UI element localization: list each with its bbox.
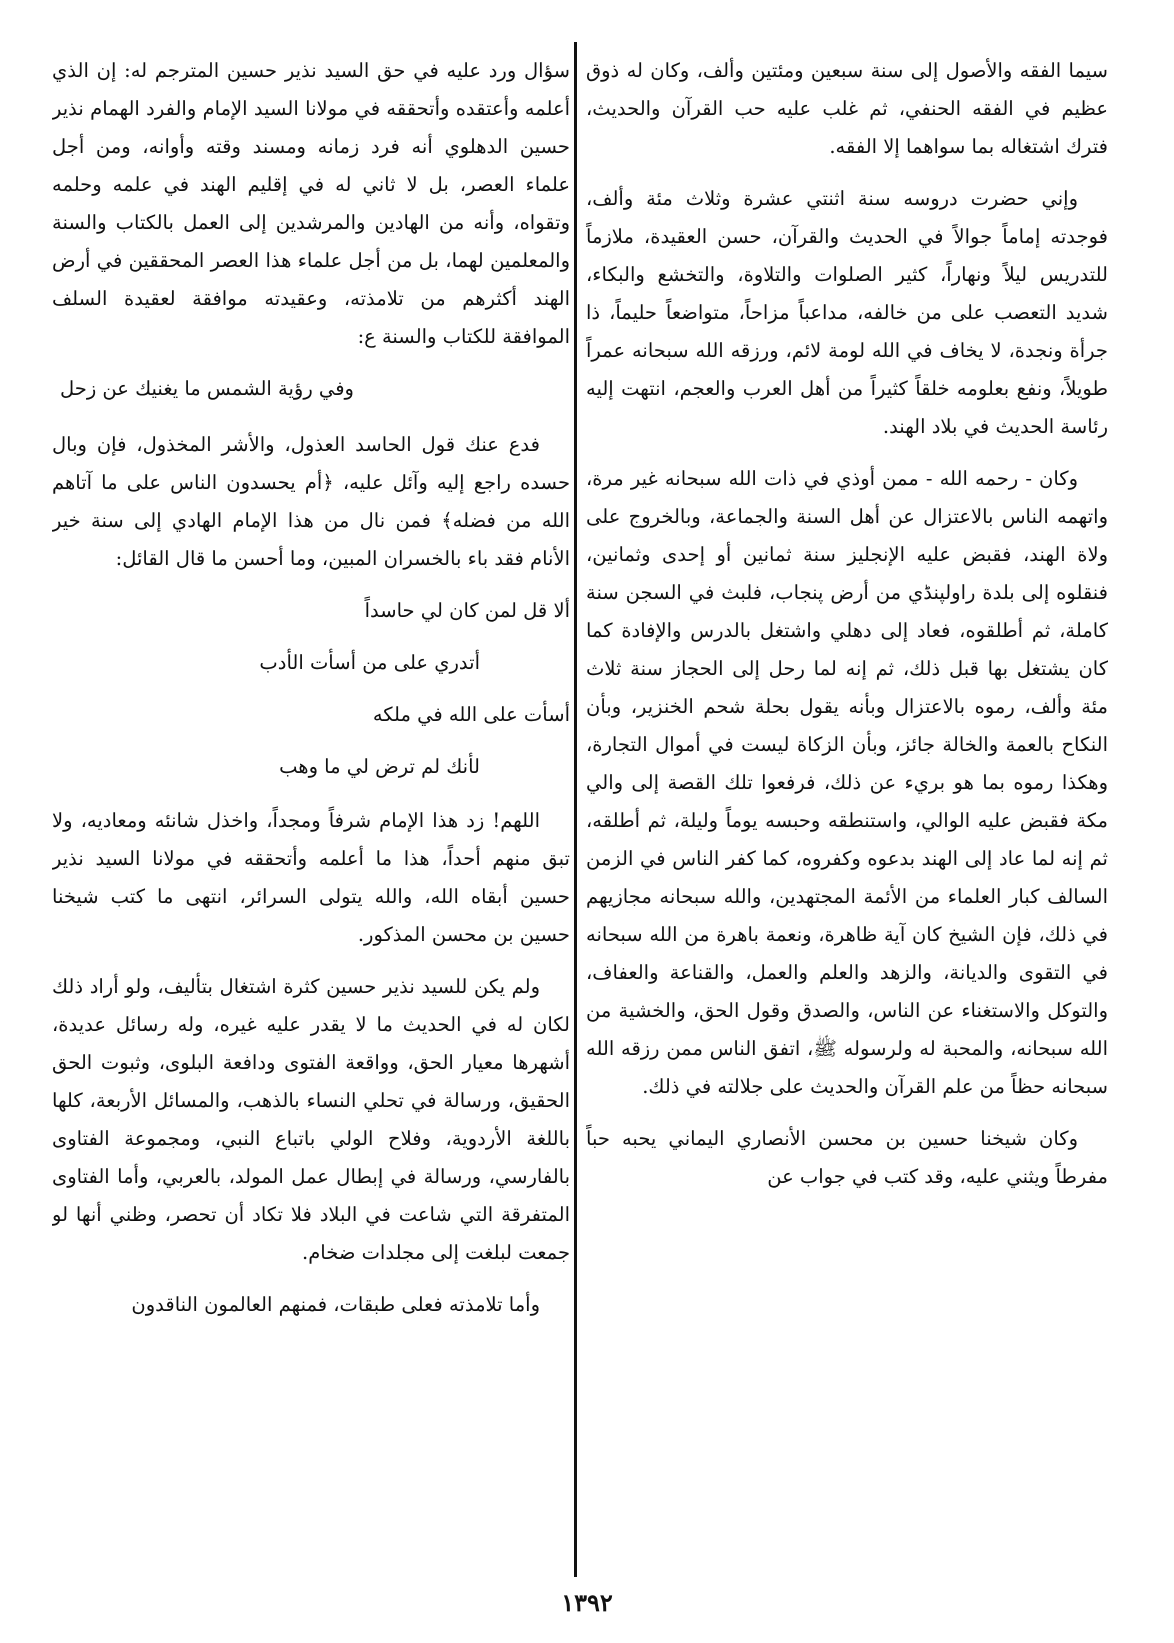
left-column [52, 52, 570, 1572]
verse-line: وفي رؤية الشمس ما يغنيك عن زحل [60, 377, 354, 400]
paragraph: سيما الفقه والأصول إلى سنة سبعين ومئتين وألف، وكان له ذوق عظيم في الفقه الحنفي، ثم غلب عليه حب القرآن والحديث، فترك اشتغاله بما سواهما إلا الفقه. [586, 59, 1108, 158]
paragraph: وكان - رحمه الله - ممن أوذي في ذات الله سبحانه غير مرة، واتهمه الناس بالاعتزال عن أهل السنة والجماعة، وبالخروج على ولاة الهند، فقبض عليه الإنجليز سنة ثمانين أو إحدى وثمانين، فنقلوه إلى بلدة راولپنڈي من أرض پنجاب، فلبث في السجن سنة كاملة، ثم أطلقوه، فعاد إلى دهلي واشتغل بالدرس والإفادة كما كان يشتغل بها قبل ذلك، ثم إنه لما رحل إلى الحجاز سنة ثلاث مئة وألف، رموه بالاعتزال وبأنه يقول بحلة شحم الخنزير، وبأن النكاح بالعمة والخالة جائز، وبأن الزكاة ليست في أموال التجارة، وهكذا رموه بما هو بريء عن ذلك، فرفعوا تلك القصة إلى والي مكة فقبض عليه الوالي، واستنطقه وحبسه يوماً وليلة، ثم أطلقه، ثم إنه لما عاد إلى الهند بدعوه وكفروه، كما كفر الناس في الزمن السالف كبار العلماء من الأئمة المجتهدين، والله سبحانه مجازيهم في ذلك، فإن الشيخ كان آية ظاهرة، ونعمة باهرة من الله سبحانه في التقوى والديانة، والزهد والعلم والعمل، والقناعة والعفاف، والتوكل والاستغناء عن الناس، والصدق وقول الحق، والخشية من الله سبحانه، والمحبة له ولرسوله ﷺ، اتفق الناس ممن رزقه الله سبحانه حظاً من علم القرآن والحديث على جلالته في ذلك. [586, 467, 1108, 1098]
poem-line: ألا قل لمن كان لي حاسداً [364, 599, 570, 622]
poem-line: لأنك لم ترض لي ما وهب [279, 755, 480, 778]
paragraph: ولم يكن للسيد نذير حسين كثرة اشتغال بتأليف، ولو أراد ذلك لكان له في الحديث ما لا يقدر عليه غيره، وله رسائل عديدة، أشهرها معيار الحق، وواقعة الفتوى ودافعة البلوى، وثبوت الحق الحقيق، ورسالة في تحلي النساء بالذهب، والمسائل الأربعة، كلها باللغة الأردوية، وفلاح الولي باتباع النبي، ومجموعة الفتاوى بالفارسي، ورسالة في إبطال عمل المولد، بالعربي، وأما الفتاوى المتفرقة التي شاعت في البلاد فلا تكاد أن تحصر، وظني أنها لو جمعت لبلغت إلى مجلدات ضخام. [52, 975, 570, 1264]
paragraph: وأما تلامذته فعلى طبقات، فمنهم العالمون الناقدون [131, 1293, 540, 1316]
paragraph: فدع عنك قول الحاسد العذول، والأشر المخذول، فإن وبال حسده راجع إليه وآئل عليه، ﴿أم يحسدون الناس على ما آتاهم الله من فضله﴾ فمن نال من هذا الإمام الهادي إلى سنة خير الأنام فقد باء بالخسران المبين، وما أحسن ما قال القائل: [52, 433, 570, 570]
paragraph: سؤال ورد عليه في حق السيد نذير حسين المترجم له: إن الذي أعلمه وأعتقده وأتحققه في مولانا السيد الإمام والفرد الهمام نذير حسين الدهلوي أنه فرد زمانه ومسند وقته وأوانه، ومن أجل علماء العصر، بل لا ثاني له في إقليم الهند في علمه وحلمه وتقواه، وأنه من الهادين والمرشدين إلى العمل بالكتاب والسنة والمعلمين لهما، بل من أجل علماء هذا العصر المحققين في أرض الهند أكثرهم من تلامذته، وعقيدته موافقة لعقيدة السلف الموافقة للكتاب والسنة ع: [52, 59, 570, 348]
poem [52, 592, 570, 786]
right-column [586, 52, 1108, 1572]
paragraph: وإني حضرت دروسه سنة اثنتي عشرة وثلاث مئة وألف، فوجدته إماماً جوالاً في الحديث والقرآن، حسن العقيدة، ملازماً للتدريس ليلاً ونهاراً، كثير الصلوات والتلاوة، والتخشع والبكاء، شديد التعصب على من خالفه، مداعباً مزاحاً، متواضعاً حليماً، ذا جرأة ونجدة، لا يخاف في الله لومة لائم، ورزقه الله سبحانه عمراً طويلاً، ونفع بعلومه خلقاً كثيراً من أهل العرب والعجم، انتهت إليه رئاسة الحديث في بلاد الهند. [586, 187, 1108, 438]
poem-line: أسأت على الله في ملكه [372, 703, 570, 726]
paragraph: اللهم! زد هذا الإمام شرفاً ومجداً، واخذل شانئه ومعاديه، ولا تبق منهم أحداً، هذا ما أعلمه وأتحققه في مولانا السيد نذير حسين أبقاه الله، والله يتولى السرائر، انتهى ما كتب شيخنا حسين بن محسن المذكور. [52, 809, 570, 946]
poem-line: أتدري على من أسأت الأدب [259, 651, 480, 674]
page-number: ١٣٩٢ [561, 1588, 613, 1617]
column-divider [574, 42, 577, 1577]
paragraph: وكان شيخنا حسين بن محسن الأنصاري اليماني يحبه حباً مفرطاً ويثني عليه، وقد كتب في جواب عن [586, 1127, 1108, 1188]
